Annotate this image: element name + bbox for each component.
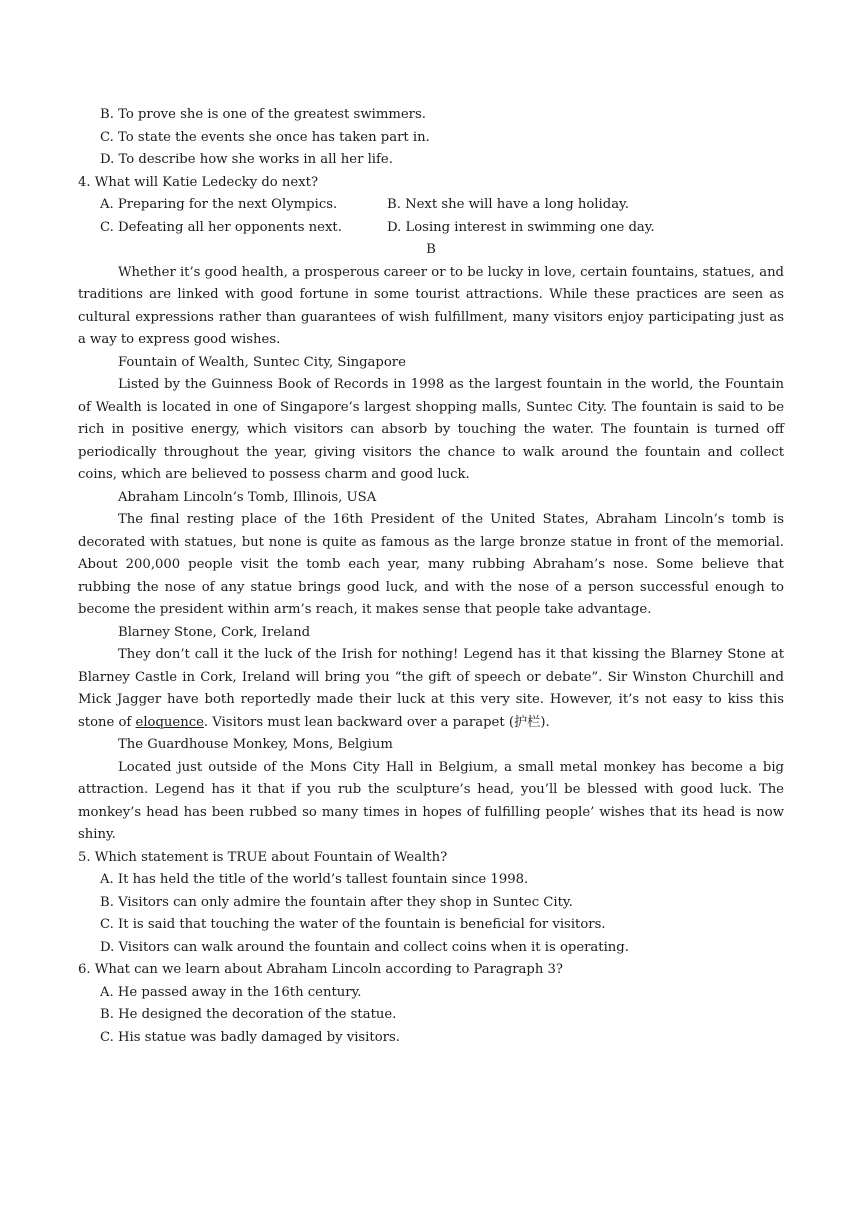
place-text-monkey: Located just outside of the Mons City Hall in Belgium, a small metal monkey has become a big attraction. Legend has it that if you rub the sculpture’s head, you’ll be blessed with good luck. The monkey’s head has been rubbed so many times in hopes of fulfilling people’ wishes that its head is now shiny. (78, 759, 784, 842)
document-page (78, 104, 784, 1049)
q4-option-a: A. Preparing for the next Olympics. (100, 197, 338, 212)
q6-option-c: C. His statue was badly damaged by visitors. (100, 1029, 400, 1045)
q5-option-d: D. Visitors can walk around the fountain and collect coins when it is operating. (100, 939, 629, 955)
q6-option-b: B. He designed the decoration of the statue. (100, 1007, 397, 1022)
q3-option-d: D. To describe how she works in all her life. (100, 152, 393, 167)
place-text-lincoln: The final resting place of the 16th President of the United States, Abraham Lincoln’s tomb is decorated with statues, but none is quite as famous as the large bronze statue in front of the memorial. About 200,000 people visit the tomb each year, many rubbing Abraham’s nose. Some believe that rubbing the nose of any statue brings good luck, and with the nose of a person successful enough to become the president within arm’s reach, it makes sense that people take advantage. (78, 512, 784, 617)
section-label: B (426, 242, 436, 257)
q6-option-a: A. He passed away in the 16th century. (100, 984, 362, 1000)
place-heading-fountain: Fountain of Wealth, Suntec City, Singapore (118, 354, 406, 370)
place-text-fountain: Listed by the Guinness Book of Records in 1998 as the largest fountain in the world, the Fountain of Wealth is located in one of Singapore’s largest shopping malls, Suntec City. The fountain is said to be rich in positive energy, which visitors can absorb by touching the water. The fountain is turned off periodically throughout the year, giving visitors the chance to walk around the fountain and collect coins, which are believed to possess charm and good luck. (78, 377, 784, 482)
underlined-word-eloquence: eloquence (135, 714, 204, 730)
q5-option-a: A. It has held the title of the world’s tallest fountain since 1998. (100, 872, 529, 887)
q3-option-b: B. To prove she is one of the greatest swimmers. (100, 107, 426, 122)
q5-option-b: B. Visitors can only admire the fountain after they shop in Suntec City. (100, 894, 573, 910)
q6-stem: 6. What can we learn about Abraham Lincoln according to Paragraph 3? (78, 962, 563, 977)
q5-option-c: C. It is said that touching the water of the fountain is beneficial for visitors. (100, 917, 606, 932)
place-text-blarney (78, 644, 784, 734)
q4-options-row-2 (78, 217, 784, 240)
q4-option-b: B. Next she will have a long holiday. (387, 197, 629, 212)
q4-option-c: C. Defeating all her opponents next. (100, 219, 342, 235)
place-heading-monkey: The Guardhouse Monkey, Mons, Belgium (118, 737, 393, 752)
q4-option-d: D. Losing interest in swimming one day. (387, 219, 655, 235)
blarney-text-after: . Visitors must lean backward over a parapet (护栏). (203, 714, 550, 730)
blarney-text-before: They don’t call it the luck of the Irish for nothing! Legend has it that kissing the Blarney Stone at Blarney Castle in Cork, Ireland will bring you “the gift of speech or debate”. Sir Winston Churchill and Mick Jagger have both reportedly made their luck at this very site. However, it’s not easy to kiss this stone of (78, 647, 784, 730)
intro-paragraph: Whether it’s good health, a prosperous career or to be lucky in love, certain fountains, statues, and traditions are linked with good fortune in some tourist attractions. While these practices are seen as cultural expressions rather than guarantees of wish fulfillment, many visitors enjoy participating just as a way to express good wishes. (78, 264, 784, 347)
place-heading-blarney: Blarney Stone, Cork, Ireland (118, 624, 311, 640)
q5-stem: 5. Which statement is TRUE about Fountain of Wealth? (78, 849, 448, 865)
q4-options-row-1 (78, 194, 784, 217)
q3-option-c: C. To state the events she once has taken part in. (100, 129, 430, 145)
q4-stem: 4. What will Katie Ledecky do next? (78, 174, 319, 190)
place-heading-lincoln: Abraham Lincoln’s Tomb, Illinois, USA (118, 489, 377, 505)
